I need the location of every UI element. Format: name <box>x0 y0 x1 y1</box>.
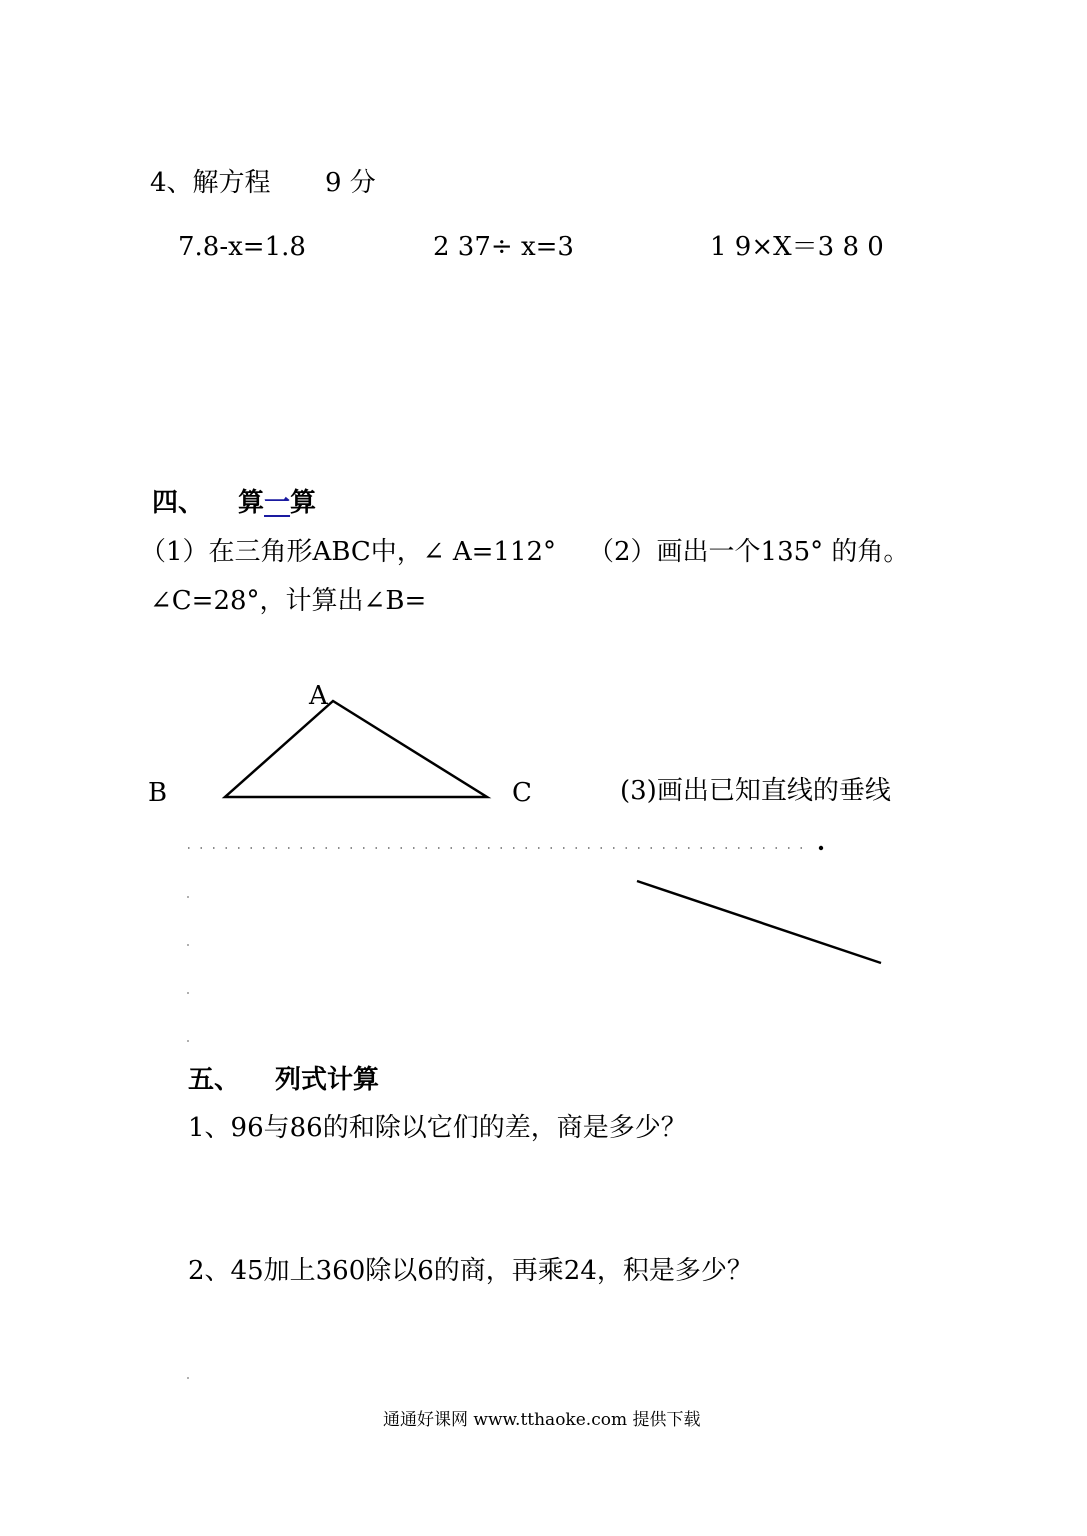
section-4-title-part1: 算 <box>238 488 265 518</box>
calc-question-2: 2、45加上360除以6的商，再乘24，积是多少？ <box>188 1256 753 1286</box>
calc-question-1: 1、96与86的和除以它们的差，商是多少？ <box>188 1113 687 1143</box>
angle-question-line2: ∠C=28°，计算出∠B= <box>150 586 427 616</box>
equation-3: 1 9×X＝3 8 0 <box>710 232 884 262</box>
margin-dot <box>187 992 189 994</box>
section-4-number: 四、 <box>152 488 205 518</box>
section-5-number: 五、 <box>188 1065 241 1095</box>
angle-question-line1: （1）在三角形ABC中，∠ A=112° <box>140 537 557 567</box>
equation-1: 7.8-x=1.8 <box>178 232 306 262</box>
section-5-title: 列式计算 <box>275 1065 380 1095</box>
margin-dot <box>187 944 189 946</box>
draw-angle-question: （2）画出一个135° 的角。 <box>588 537 910 567</box>
given-line <box>637 881 881 963</box>
equation-points: 9 分 <box>325 168 376 198</box>
equation-heading: 4、解方程 <box>150 168 271 198</box>
footer-credit: 通通好课网 www.tthaoke.com 提供下载 <box>383 1410 701 1430</box>
triangle-label-a: A <box>309 681 328 711</box>
section-4-title-part3: 算 <box>290 488 317 518</box>
perpendicular-question: (3)画出已知直线的垂线 <box>620 776 891 806</box>
triangle-label-b: B <box>148 778 168 808</box>
triangle-label-c: C <box>512 778 532 808</box>
triangle-abc <box>225 701 487 797</box>
margin-dot <box>187 1040 189 1042</box>
margin-dot <box>187 896 189 898</box>
point-marker <box>819 846 823 850</box>
section-4-title-link[interactable]: 一 <box>264 488 291 518</box>
margin-dot <box>187 1377 189 1379</box>
equation-2: 2 37÷ x=3 <box>433 232 574 262</box>
